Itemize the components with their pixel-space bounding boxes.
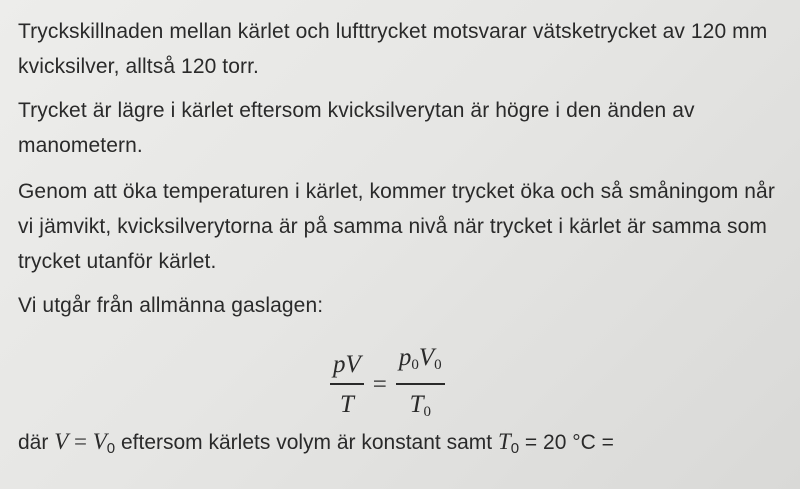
- fraction-left-numerator: pV: [333, 351, 361, 378]
- denominator-t-subscript: 0: [423, 403, 431, 420]
- fraction-right-numerator: [396, 343, 445, 383]
- last-line-prefix: där: [18, 431, 55, 454]
- paragraph-pressure-difference: Tryckskillnaden mellan kärlet och lufttrycket motsvarar vätsketrycket av 120 mm kvicksilver, alltså 120 torr.: [18, 20, 768, 78]
- var-t0: T: [497, 429, 511, 454]
- var-v: V: [54, 429, 69, 454]
- last-line-middle: eftersom kärlets volym är konstant samt: [115, 431, 498, 454]
- temperature-value: = 20 °C =: [519, 431, 614, 454]
- numerator-p-subscript: 0: [411, 357, 419, 373]
- fraction-right-denominator: [407, 385, 434, 427]
- numerator-v-subscript: 0: [434, 357, 442, 373]
- paragraph-temperature-increase: Genom att öka temperaturen i kärlet, kommer trycket öka och så småningom når vi jämvikt, kvicksilverytorna är på samma nivå när trycket i kärlet är samma som trycket utanför kärlet.: [18, 180, 775, 273]
- fraction-left-denominator: T: [339, 390, 354, 418]
- paragraph-gas-law-intro: Vi utgår från allmänna gaslagen:: [18, 294, 324, 317]
- gas-law-formula: [330, 343, 445, 427]
- paragraph-lower-pressure: Trycket är lägre i kärlet eftersom kvicksilverytan är högre i den änden av manometern.: [18, 99, 695, 157]
- var-v0: V: [92, 429, 107, 454]
- document-body: [18, 14, 788, 334]
- fraction-left: [330, 350, 364, 420]
- equals-sign: =: [372, 370, 387, 398]
- var-t0-subscript: 0: [510, 440, 520, 457]
- denominator-t: T: [409, 390, 424, 418]
- numerator-v: V: [418, 344, 435, 371]
- fraction-right: [396, 343, 445, 427]
- paragraph-constant-volume: [18, 424, 614, 466]
- numerator-p: p: [398, 344, 412, 371]
- equals-v0: =: [68, 429, 93, 454]
- var-v0-subscript: 0: [106, 440, 116, 457]
